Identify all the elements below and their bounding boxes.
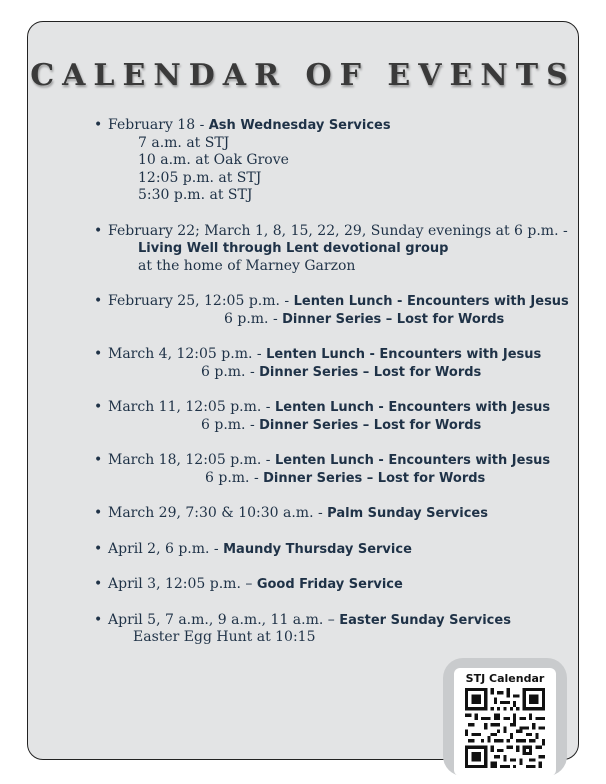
qr-label: STJ Calendar [465, 672, 545, 685]
event-item: • February 25, 12:05 p.m. - Lenten Lunch - Encounters with Jesus 6 p.m. - Dinner Series – Lost for Words [108, 293, 578, 328]
event-item: • March 29, 7:30 & 10:30 a.m. - Palm Sunday Services [108, 505, 578, 523]
page-title: CALENDAR OF EVENTS [30, 58, 576, 93]
event-item: • March 11, 12:05 p.m. - Lenten Lunch - Encounters with Jesus 6 p.m. - Dinner Series – Lost for Words [108, 399, 578, 434]
event-item: • March 4, 12:05 p.m. - Lenten Lunch - Encounters with Jesus 6 p.m. - Dinner Series – Lost for Words [108, 346, 578, 381]
event-item: • April 5, 7 a.m., 9 a.m., 11 a.m. – Easter Sunday Services Easter Egg Hunt at 10:15 [108, 612, 578, 647]
event-item: • February 22; March 1, 8, 15, 22, 29, Sunday evenings at 6 p.m. - Living Well through Lent devotional group at the home of Marney Garzon [108, 223, 578, 276]
event-item: • February 18 - Ash Wednesday Services 7 a.m. at STJ 10 a.m. at Oak Grove 12:05 p.m. at STJ 5:30 p.m. at STJ [108, 117, 578, 205]
event-item: • March 18, 12:05 p.m. - Lenten Lunch - Encounters with Jesus 6 p.m. - Dinner Series – Lost for Words [108, 452, 578, 487]
event-item: • April 2, 6 p.m. - Maundy Thursday Service [108, 541, 578, 559]
event-item: • April 3, 12:05 p.m. – Good Friday Service [108, 576, 578, 594]
event-list [108, 117, 578, 665]
qr-code-icon[interactable] [465, 688, 545, 768]
